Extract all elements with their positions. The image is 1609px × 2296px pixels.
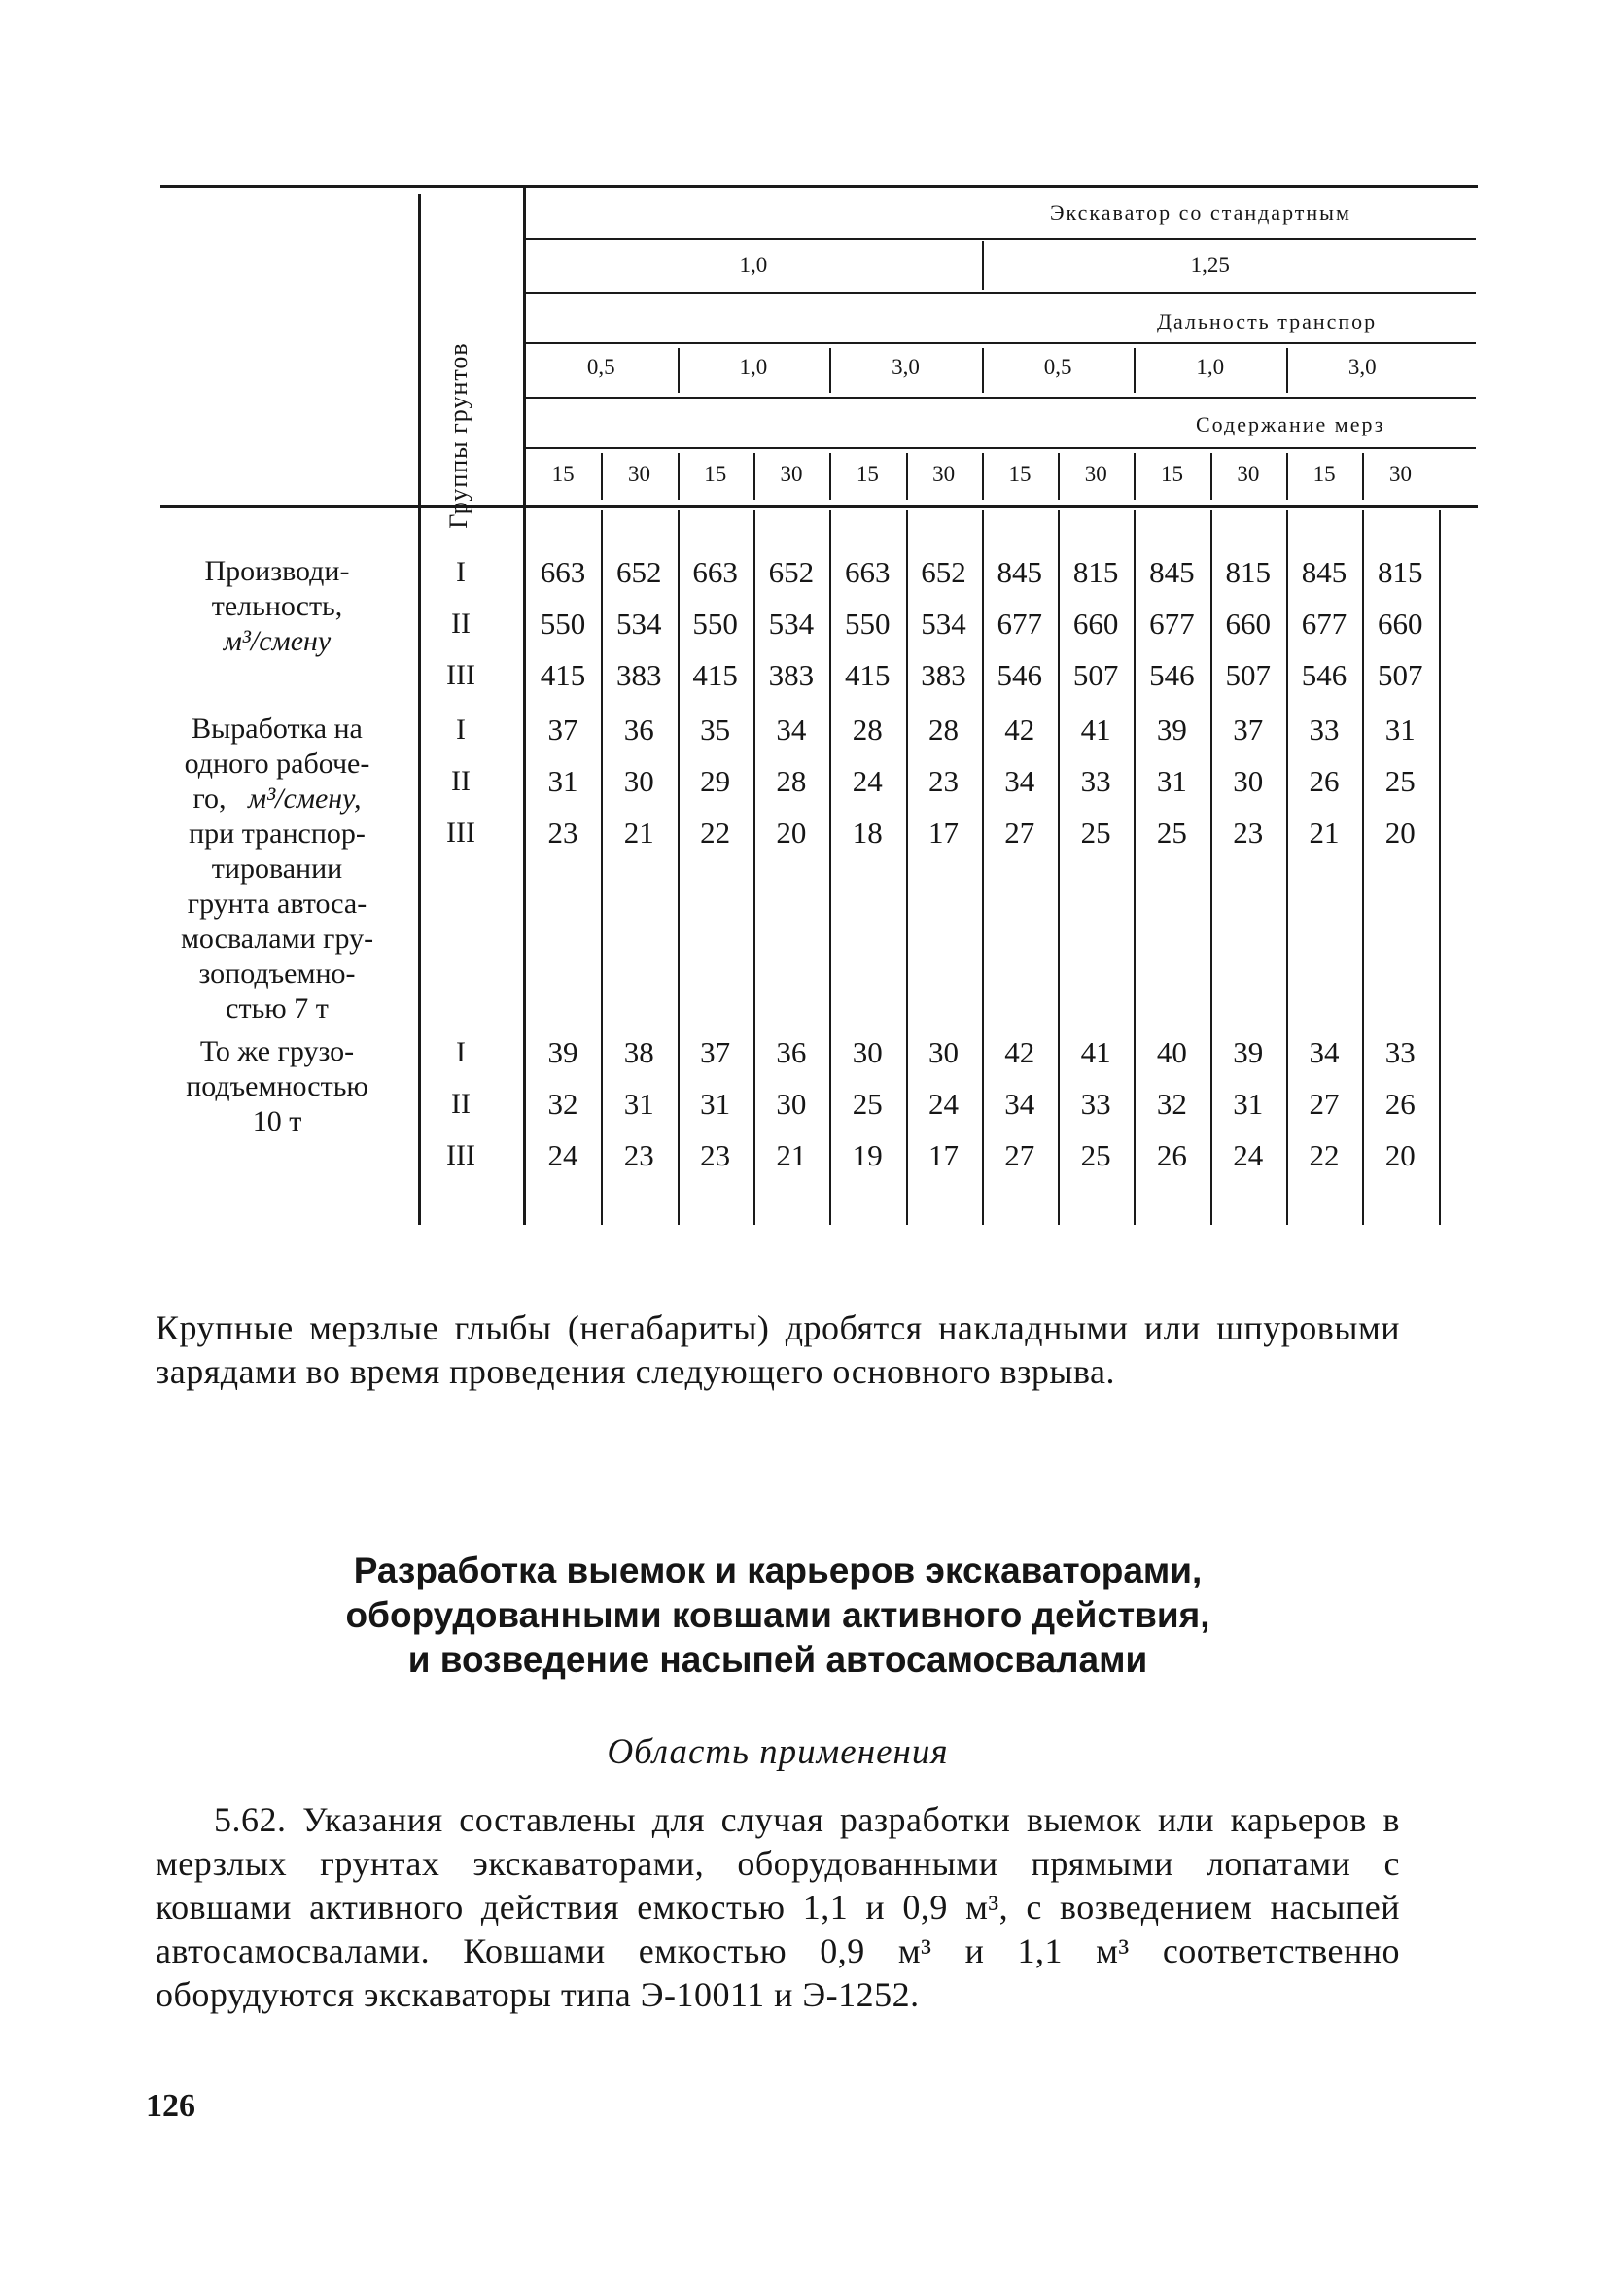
row-label-line: мосвалами гру-	[180, 922, 374, 955]
heading-line: оборудованными ковшами активного действия,	[345, 1595, 1210, 1635]
table-cell: 25	[1080, 816, 1111, 850]
table-cell: 29	[700, 764, 731, 798]
table-cell: 24	[852, 764, 883, 798]
table-cell: 677	[997, 607, 1043, 641]
distance-value: 0,5	[586, 355, 615, 379]
content-value: 30	[1084, 462, 1107, 486]
table-cell: 22	[700, 816, 731, 850]
content-header: Содержание мерз	[1196, 412, 1385, 436]
content-divider	[906, 453, 908, 500]
group-cell: I	[456, 556, 466, 588]
table-cell: 33	[1080, 1087, 1111, 1121]
table-cell: 845	[1301, 555, 1347, 589]
content-label-rule	[525, 447, 1476, 449]
table-cell: 25	[852, 1087, 883, 1121]
table-cell: 33	[1080, 764, 1111, 798]
row-label-line: тельность,	[211, 590, 343, 622]
table-cell: 845	[997, 555, 1043, 589]
row-label-output-7t	[146, 712, 408, 1026]
distance-divider	[1286, 348, 1288, 393]
table-cell: 415	[540, 658, 586, 692]
row-label-line: при транспор-	[189, 818, 366, 850]
table-cell: 20	[1384, 816, 1416, 850]
group-cell: III	[446, 817, 475, 849]
row-label-line: тировании	[211, 852, 343, 885]
table-cell: 36	[623, 713, 654, 747]
table-cell: 21	[1309, 816, 1340, 850]
content-divider	[829, 453, 831, 500]
table-cell: 35	[700, 713, 731, 747]
table-cell: 30	[1233, 764, 1264, 798]
content-divider	[1134, 453, 1136, 500]
table-cell: 28	[852, 713, 883, 747]
column-divider	[1439, 510, 1441, 1225]
table-cell: 652	[768, 555, 815, 589]
table-cell: 23	[547, 816, 578, 850]
table-cell: 534	[616, 607, 662, 641]
table-cell: 30	[623, 764, 654, 798]
table-cell: 34	[776, 713, 807, 747]
row-label-unit: м³/смену	[223, 625, 332, 657]
table-cell: 31	[700, 1087, 731, 1121]
capacity-value: 1,25	[1190, 253, 1230, 277]
content-value: 30	[1237, 462, 1260, 486]
table-cell: 550	[692, 607, 738, 641]
group-cell: III	[446, 1139, 475, 1171]
table-cell: 23	[623, 1138, 654, 1172]
table-cell: 37	[1233, 713, 1264, 747]
table-cell: 660	[1072, 607, 1119, 641]
table-cell: 17	[928, 816, 959, 850]
table-cell: 31	[1156, 764, 1187, 798]
distance-row-rule	[525, 397, 1476, 399]
row-label-line: Производи-	[204, 555, 350, 587]
table-cell: 26	[1309, 764, 1340, 798]
distance-header: Дальность транспор	[1157, 309, 1378, 333]
content-divider	[1362, 453, 1364, 500]
table-cell: 32	[1156, 1087, 1187, 1121]
table-cell: 677	[1301, 607, 1347, 641]
table-cell: 415	[692, 658, 738, 692]
distance-value: 1,0	[1196, 355, 1225, 379]
table-cell: 415	[844, 658, 891, 692]
table-cell: 534	[768, 607, 815, 641]
page-number: 126	[146, 2088, 195, 2124]
group-cell: II	[451, 1088, 471, 1120]
table-cell: 34	[1004, 764, 1035, 798]
distance-divider	[829, 348, 831, 393]
table-cell: 660	[1378, 607, 1423, 641]
paragraph-oversized-blocks: Крупные мерзлые глыбы (негабариты) дробятся накладными или шпуровыми зарядами во время проведения следующего основного взрыва.	[156, 1308, 1400, 1391]
distance-divider	[678, 348, 680, 393]
table-cell: 21	[776, 1138, 807, 1172]
table-cell: 30	[852, 1035, 883, 1069]
label-column-divider	[418, 194, 421, 1225]
table-cell: 32	[547, 1087, 578, 1121]
table-cell: 41	[1080, 1035, 1111, 1069]
heading-line: Разработка выемок и карьеров экскаваторами,	[353, 1550, 1203, 1590]
table-cell: 41	[1080, 713, 1111, 747]
content-divider	[601, 453, 603, 500]
table-cell: 26	[1384, 1087, 1416, 1121]
table-cell: 534	[921, 607, 966, 641]
table-cell: 546	[1301, 658, 1347, 692]
distance-value: 3,0	[892, 355, 920, 379]
content-divider	[678, 453, 680, 500]
table-cell: 546	[997, 658, 1043, 692]
row-label-output-10t	[146, 1034, 408, 1139]
row-label-line: зоподъемно-	[198, 957, 356, 990]
table-cell: 383	[921, 658, 966, 692]
table-cell: 550	[844, 607, 891, 641]
content-divider	[1286, 453, 1288, 500]
content-divider	[1210, 453, 1212, 500]
capacity-value: 1,0	[739, 253, 768, 277]
table-cell: 39	[1233, 1035, 1264, 1069]
paragraph-5-62: 5.62. Указания составлены для случая разработки выемок или карьеров в мерзлых грунтах экскаваторами, оборудованными прямыми лопатами с ковшами активного действия емкостью 1,1 и 0,9 м³, с возведением насыпей автосамосвалами. Ковшами емкостью 0,9 м³ и 1,1 м³ соответственно оборудуются экскаваторы типа Э-10011 и Э-1252.	[156, 1800, 1400, 2014]
table-cell: 660	[1225, 607, 1271, 641]
table-cell: 37	[547, 713, 578, 747]
group-cell: I	[456, 1036, 466, 1068]
table-cell: 845	[1149, 555, 1195, 589]
group-cell: II	[451, 765, 471, 797]
table-cell: 42	[1004, 713, 1035, 747]
table-cell: 42	[1004, 1035, 1035, 1069]
row-label-line: 10 т	[252, 1105, 302, 1137]
table-cell: 28	[776, 764, 807, 798]
table-cell: 20	[1384, 1138, 1416, 1172]
table-cell: 37	[700, 1035, 731, 1069]
content-value: 30	[932, 462, 956, 486]
row-label-unit: м³/смену,	[248, 783, 362, 815]
distance-value: 0,5	[1043, 355, 1072, 379]
header-bottom-rule	[160, 505, 1478, 508]
table-cell: 33	[1384, 1035, 1416, 1069]
table-cell: 40	[1156, 1035, 1187, 1069]
content-divider	[753, 453, 755, 500]
row-label-line: подъемностью	[186, 1070, 368, 1102]
table-cell: 28	[928, 713, 959, 747]
table-cell: 27	[1004, 1138, 1035, 1172]
table-cell: 815	[1225, 555, 1271, 589]
table-cell: 34	[1309, 1035, 1340, 1069]
table-cell: 39	[1156, 713, 1187, 747]
table-cell: 25	[1156, 816, 1187, 850]
group-cell: III	[446, 659, 475, 691]
table-cell: 652	[921, 555, 966, 589]
table-cell: 663	[540, 555, 586, 589]
section-heading	[253, 1548, 1303, 1683]
table-cell: 31	[623, 1087, 654, 1121]
content-divider	[982, 453, 984, 500]
distance-label-rule	[525, 342, 1476, 344]
table-cell: 30	[776, 1087, 807, 1121]
table-cell: 22	[1309, 1138, 1340, 1172]
content-value: 15	[551, 462, 575, 486]
content-value: 15	[1312, 462, 1336, 486]
row-label-line: грунта автоса-	[187, 887, 367, 920]
content-value: 15	[704, 462, 727, 486]
distance-divider	[982, 348, 984, 393]
table-cell: 27	[1309, 1087, 1340, 1121]
table-cell: 26	[1156, 1138, 1187, 1172]
excavator-header: Экскаватор со стандартным	[1050, 200, 1351, 225]
table-cell: 17	[928, 1138, 959, 1172]
content-value: 30	[780, 462, 803, 486]
table-cell: 546	[1149, 658, 1195, 692]
table-cell: 34	[1004, 1087, 1035, 1121]
table-cell: 25	[1384, 764, 1416, 798]
content-value: 30	[627, 462, 650, 486]
content-value: 15	[1008, 462, 1032, 486]
table-cell: 677	[1149, 607, 1195, 641]
table-cell: 663	[692, 555, 738, 589]
table-cell: 19	[852, 1138, 883, 1172]
groups-header-text: Группы грунтов	[444, 342, 472, 529]
distance-divider	[1134, 348, 1136, 393]
table-cell: 815	[1072, 555, 1119, 589]
row-label-line	[146, 782, 408, 817]
row-label-text: го,	[192, 783, 227, 815]
group-cell: I	[456, 713, 466, 746]
content-value: 15	[856, 462, 879, 486]
table-cell: 33	[1309, 713, 1340, 747]
table-cell: 652	[616, 555, 662, 589]
table-cell: 24	[928, 1087, 959, 1121]
table-cell: 36	[776, 1035, 807, 1069]
distance-value: 1,0	[739, 355, 768, 379]
content-divider	[1058, 453, 1060, 500]
excavator-row-rule	[525, 238, 1476, 240]
row-label-line: стью 7 т	[226, 992, 329, 1025]
content-value: 15	[1161, 462, 1184, 486]
table-cell: 663	[844, 555, 891, 589]
content-value: 30	[1388, 462, 1412, 486]
table-cell: 23	[1233, 816, 1264, 850]
table-cell: 383	[768, 658, 815, 692]
table-cell: 31	[1233, 1087, 1264, 1121]
table-cell: 21	[623, 816, 654, 850]
row-label-productivity	[146, 554, 408, 659]
table-cell: 815	[1378, 555, 1423, 589]
heading-line: и возведение насыпей автосамосвалами	[407, 1640, 1148, 1680]
table-cell: 30	[928, 1035, 959, 1069]
table-cell: 38	[623, 1035, 654, 1069]
table-cell: 507	[1072, 658, 1119, 692]
table-cell: 25	[1080, 1138, 1111, 1172]
table-cell: 20	[776, 816, 807, 850]
table-top-rule	[160, 185, 1478, 188]
table-cell: 39	[547, 1035, 578, 1069]
group-cell: II	[451, 608, 471, 640]
table-cell: 27	[1004, 816, 1035, 850]
row-label-line: То же грузо-	[199, 1035, 355, 1067]
table-cell: 24	[547, 1138, 578, 1172]
row-label-line: одного рабоче-	[184, 748, 370, 780]
table-cell: 31	[547, 764, 578, 798]
table-cell: 31	[1384, 713, 1416, 747]
table-cell: 507	[1225, 658, 1271, 692]
table-cell: 507	[1378, 658, 1423, 692]
distance-value: 3,0	[1347, 355, 1377, 379]
table-cell: 23	[700, 1138, 731, 1172]
table-cell: 18	[852, 816, 883, 850]
table-cell: 23	[928, 764, 959, 798]
row-label-line: Выработка на	[192, 713, 363, 745]
table-cell: 550	[540, 607, 586, 641]
capacity-divider	[982, 241, 984, 290]
table-cell: 383	[616, 658, 662, 692]
capacity-row-rule	[525, 292, 1476, 294]
subheading: Область применения	[607, 1732, 949, 1772]
table-cell: 24	[1233, 1138, 1264, 1172]
